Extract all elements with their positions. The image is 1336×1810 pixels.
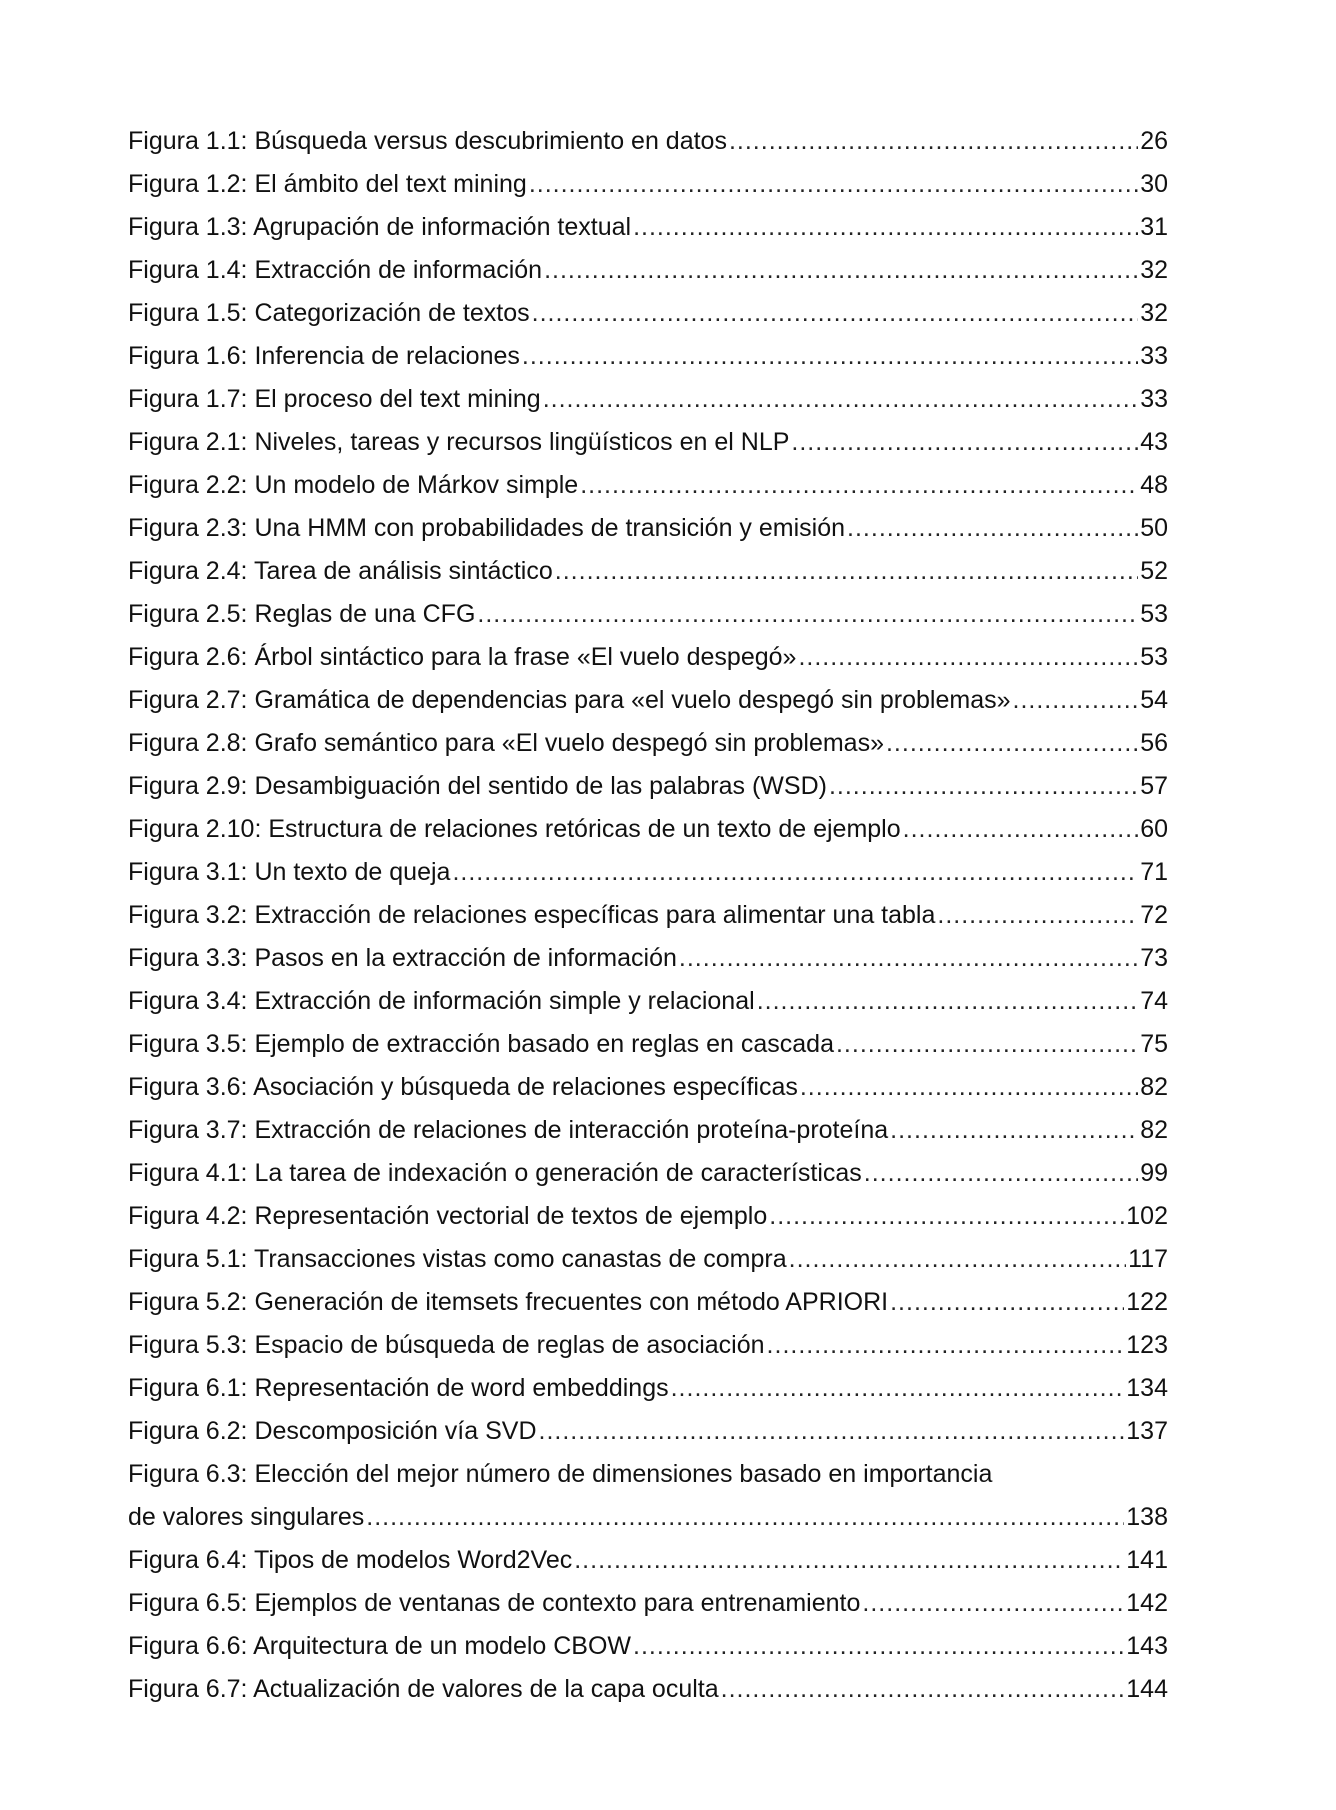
entry-page: 53 xyxy=(1140,643,1168,671)
list-item xyxy=(128,378,1168,421)
entry-page: 33 xyxy=(1140,342,1168,370)
dot-leader xyxy=(679,937,1138,980)
dot-leader xyxy=(864,1152,1138,1195)
dot-leader xyxy=(937,894,1138,937)
entry-label: Figura 2.10: Estructura de relaciones retóricas de un texto de ejemplo xyxy=(128,815,901,843)
entry-page: 33 xyxy=(1140,385,1168,413)
dot-leader xyxy=(721,1668,1125,1711)
entry-label: Figura 3.4: Extracción de información simple y relacional xyxy=(128,987,755,1015)
entry-label: Figura 1.2: El ámbito del text mining xyxy=(128,170,527,198)
entry-label: Figura 3.7: Extracción de relaciones de interacción proteína-proteína xyxy=(128,1116,889,1144)
list-item xyxy=(128,765,1168,808)
entry-page: 117 xyxy=(1128,1245,1168,1273)
entry-page: 56 xyxy=(1140,729,1168,757)
entry-page: 48 xyxy=(1140,471,1168,499)
list-item xyxy=(128,1668,1168,1711)
list-item xyxy=(128,1324,1168,1367)
dot-leader xyxy=(767,1324,1125,1367)
entry-label: Figura 1.6: Inferencia de relaciones xyxy=(128,342,520,370)
list-item xyxy=(128,1410,1168,1453)
entry-page: 138 xyxy=(1126,1503,1168,1531)
list-item xyxy=(128,980,1168,1023)
list-item xyxy=(128,1195,1168,1238)
entry-label: Figura 2.1: Niveles, tareas y recursos lingüísticos en el NLP xyxy=(128,428,790,456)
entry-page: 71 xyxy=(1140,858,1168,886)
entry-page: 72 xyxy=(1140,901,1168,929)
dot-leader xyxy=(633,206,1138,249)
list-item xyxy=(128,421,1168,464)
dot-leader xyxy=(477,593,1138,636)
dot-leader xyxy=(890,1109,1138,1152)
entry-label: Figura 3.6: Asociación y búsqueda de relaciones específicas xyxy=(128,1073,798,1101)
dot-leader xyxy=(903,808,1139,851)
entry-label: Figura 1.7: El proceso del text mining xyxy=(128,385,541,413)
list-item xyxy=(128,808,1168,851)
entry-label: Figura 2.5: Reglas de una CFG xyxy=(128,600,476,628)
list-item xyxy=(128,1152,1168,1195)
list-item xyxy=(128,593,1168,636)
dot-leader xyxy=(729,120,1138,163)
list-item xyxy=(128,507,1168,550)
dot-leader xyxy=(757,980,1139,1023)
list-item xyxy=(128,894,1168,937)
list-item xyxy=(128,1023,1168,1066)
entry-label-line-1: Figura 6.3: Elección del mejor número de dimensiones basado en importancia xyxy=(128,1460,993,1488)
list-item xyxy=(128,1066,1168,1109)
dot-leader xyxy=(836,1023,1138,1066)
entry-page: 143 xyxy=(1126,1632,1168,1660)
entry-label: Figura 6.6: Arquitectura de un modelo CBOW xyxy=(128,1632,632,1660)
list-item xyxy=(128,722,1168,765)
dot-leader xyxy=(847,507,1138,550)
entry-label: Figura 3.2: Extracción de relaciones específicas para alimentar una tabla xyxy=(128,901,936,929)
dot-leader xyxy=(633,1625,1124,1668)
list-item xyxy=(128,1625,1168,1668)
entry-label: Figura 6.1: Representación de word embeddings xyxy=(128,1374,669,1402)
entry-label: Figura 6.4: Tipos de modelos Word2Vec xyxy=(128,1546,573,1574)
entry-label: Figura 3.1: Un texto de queja xyxy=(128,858,451,886)
entry-label: Figura 2.7: Gramática de dependencias para «el vuelo despegó sin problemas» xyxy=(128,686,1011,714)
list-item xyxy=(128,120,1168,163)
dot-leader xyxy=(789,1238,1126,1281)
entry-page: 54 xyxy=(1140,686,1168,714)
entry-page: 99 xyxy=(1140,1159,1168,1187)
entry-label: Figura 4.2: Representación vectorial de textos de ejemplo xyxy=(128,1202,768,1230)
entry-page: 102 xyxy=(1126,1202,1168,1230)
dot-leader xyxy=(829,765,1138,808)
entry-label: Figura 2.2: Un modelo de Márkov simple xyxy=(128,471,579,499)
entry-label: Figura 2.9: Desambiguación del sentido de las palabras (WSD) xyxy=(128,772,827,800)
list-item xyxy=(128,1582,1168,1625)
entry-label: Figura 3.3: Pasos en la extracción de información xyxy=(128,944,677,972)
entry-label: Figura 6.2: Descomposición vía SVD xyxy=(128,1417,537,1445)
list-item xyxy=(128,679,1168,722)
list-item xyxy=(128,292,1168,335)
entry-page: 50 xyxy=(1140,514,1168,542)
entry-label: Figura 2.6: Árbol sintáctico para la frase «El vuelo despegó» xyxy=(128,643,797,671)
entry-page: 134 xyxy=(1126,1374,1168,1402)
list-item xyxy=(128,1281,1168,1324)
dot-leader xyxy=(886,722,1138,765)
entry-page: 137 xyxy=(1126,1417,1168,1445)
dot-leader xyxy=(890,1281,1124,1324)
dot-leader xyxy=(1013,679,1139,722)
dot-leader xyxy=(800,1066,1138,1109)
dot-leader xyxy=(532,292,1139,335)
dot-leader xyxy=(671,1367,1125,1410)
list-item xyxy=(128,249,1168,292)
list-item xyxy=(128,851,1168,894)
entry-page: 26 xyxy=(1140,127,1168,155)
entry-label: Figura 2.4: Tarea de análisis sintáctico xyxy=(128,557,553,585)
list-item xyxy=(128,335,1168,378)
list-item xyxy=(128,1539,1168,1582)
list-of-figures xyxy=(128,120,1168,1711)
entry-label-line-2: de valores singulares xyxy=(128,1503,365,1531)
list-item xyxy=(128,163,1168,206)
list-item xyxy=(128,1453,1168,1539)
entry-label: Figura 4.1: La tarea de indexación o generación de características xyxy=(128,1159,862,1187)
entry-page: 82 xyxy=(1140,1073,1168,1101)
entry-page: 142 xyxy=(1126,1589,1168,1617)
dot-leader xyxy=(580,464,1138,507)
list-item xyxy=(128,1238,1168,1281)
entry-page: 32 xyxy=(1140,299,1168,327)
entry-label: Figura 1.1: Búsqueda versus descubrimiento en datos xyxy=(128,127,727,155)
list-item xyxy=(128,206,1168,249)
list-item xyxy=(128,550,1168,593)
entry-label: Figura 1.5: Categorización de textos xyxy=(128,299,530,327)
entry-page: 52 xyxy=(1140,557,1168,585)
dot-leader xyxy=(798,636,1138,679)
dot-leader xyxy=(543,378,1138,421)
entry-page: 82 xyxy=(1140,1116,1168,1144)
list-item xyxy=(128,464,1168,507)
entry-page: 30 xyxy=(1140,170,1168,198)
dot-leader xyxy=(791,421,1138,464)
dot-leader xyxy=(529,163,1138,206)
entry-page: 57 xyxy=(1140,772,1168,800)
entry-page: 122 xyxy=(1126,1288,1168,1316)
dot-leader xyxy=(522,335,1138,378)
entry-page: 43 xyxy=(1140,428,1168,456)
entry-page: 60 xyxy=(1140,815,1168,843)
entry-label: Figura 5.1: Transacciones vistas como canastas de compra xyxy=(128,1245,787,1273)
entry-label: Figura 1.4: Extracción de información xyxy=(128,256,543,284)
entry-label: Figura 5.2: Generación de itemsets frecuentes con método APRIORI xyxy=(128,1288,889,1316)
entry-page: 141 xyxy=(1126,1546,1168,1574)
dot-leader xyxy=(544,249,1138,292)
list-item xyxy=(128,636,1168,679)
entry-label: Figura 3.5: Ejemplo de extracción basado en reglas en cascada xyxy=(128,1030,834,1058)
entry-page: 74 xyxy=(1140,987,1168,1015)
entry-page: 73 xyxy=(1140,944,1168,972)
entry-page: 144 xyxy=(1126,1675,1168,1703)
entry-label: Figura 5.3: Espacio de búsqueda de reglas de asociación xyxy=(128,1331,765,1359)
dot-leader xyxy=(574,1539,1124,1582)
dot-leader xyxy=(769,1195,1124,1238)
entry-page: 31 xyxy=(1140,213,1168,241)
entry-page: 53 xyxy=(1140,600,1168,628)
entry-page: 32 xyxy=(1140,256,1168,284)
list-item xyxy=(128,1367,1168,1410)
entry-label: Figura 6.7: Actualización de valores de la capa oculta xyxy=(128,1675,719,1703)
dot-leader xyxy=(555,550,1138,593)
entry-label: Figura 2.8: Grafo semántico para «El vuelo despegó sin problemas» xyxy=(128,729,884,757)
entry-label: Figura 1.3: Agrupación de información textual xyxy=(128,213,632,241)
dot-leader xyxy=(539,1410,1125,1453)
entry-label: Figura 6.5: Ejemplos de ventanas de contexto para entrenamiento xyxy=(128,1589,861,1617)
dot-leader xyxy=(452,851,1138,894)
dot-leader xyxy=(862,1582,1124,1625)
list-item xyxy=(128,937,1168,980)
entry-page: 75 xyxy=(1140,1030,1168,1058)
list-item xyxy=(128,1109,1168,1152)
dot-leader xyxy=(366,1496,1124,1539)
entry-label: Figura 2.3: Una HMM con probabilidades de transición y emisión xyxy=(128,514,846,542)
entry-page: 123 xyxy=(1126,1331,1168,1359)
